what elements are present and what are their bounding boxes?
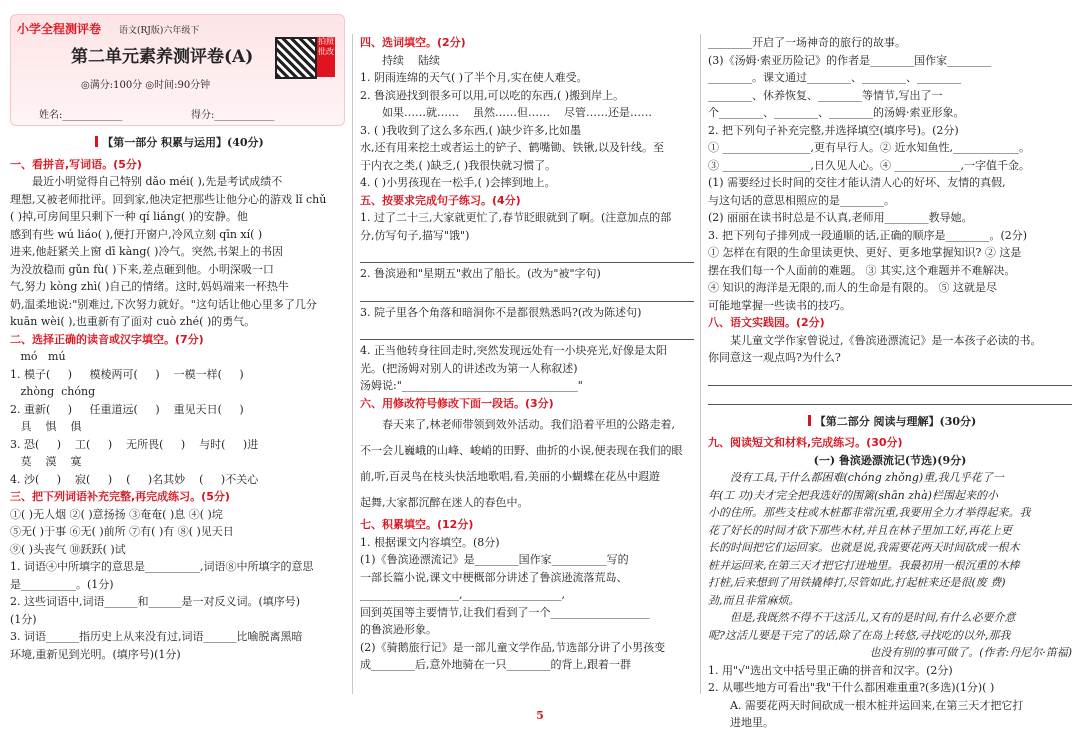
text-line: 回到英国等主要情节,让我们看到了一个__________________ [360,605,650,619]
section-title: 三、把下列词语补充完整,再完成练习。(5分) [10,490,230,503]
text-line: 感到有些 wú liáo( ),便打开窗户,冷风立刻 qīn xí( ) [10,227,263,241]
text-line: 春天来了,林老师带领到效外活动。我们沿着平坦的公路走着, [382,418,675,431]
text-line: ①( )无人烟 ②( )意扬扬 ③奄奄( )息 ④( )垸 [10,507,223,521]
text-line: ① 怎样在有限的生命里读更快、更好、更多地掌握知识? ② 这是 [708,246,1022,259]
text-line: 为没放稳而 gǔn fù( )下来,差点砸到他。小明深吸一口 [10,262,274,276]
part1-title: 【第一部分 积累与运用】(40分) [10,134,345,152]
text-line: 4. 沙( ) 寂( ) ( )名其妙 ( )不关心 [10,472,259,486]
text-line: 1. 根据课文内容填空。(8分) [360,535,500,549]
text-line: 进来,他赶紧关上窗 dī kàng( )冷气。突然,书架上的书因 [10,245,283,258]
text-line: 也没有别的事可做了。(作者:丹尼尔·笛福) [869,646,1072,659]
text-line: 4. ( )小男孩现在一松手,( )会摔到地上。 [360,176,556,189]
text-line: 长的时间把它们运回家。也就是说,我需要花两天时间砍成一根木 [708,541,1020,554]
text-line: 没有工具,干什么都困难(chóng zhǒng)重,我几乎花了一 [730,471,1004,484]
text-line: 汤姆说:"________________________________" [360,379,583,392]
text-line: 2. 重新( ) 任重道远( ) 重见天日( ) [10,402,244,416]
text-line: (1)《鲁滨逊漂流记》是________国作家__________写的 [360,553,629,566]
text-line: 气,努力 kòng zhì( )自己的情绪。这时,妈妈端来一杯热牛 [10,280,289,293]
text-line: zhòng chóng [10,385,96,398]
text-line: 你同意这一观点吗?为什么? [708,351,841,364]
text-line: 2. 鲁滨逊找到很多可以用,可以吃的东西,( )搬到岸上。 [360,88,625,102]
text-line: 2. 从哪些地方可看出"我"干什么都困难重重?(多选)(1分)( ) [708,681,995,694]
answer-line[interactable] [360,323,694,340]
text-line: 奶,温柔地说:"别难过,下次努力就好。"这句话让他心里多了几分 [10,297,317,311]
text-line: 1. 词语④中所填字的意思是__________,词语⑧中所填字的意思 [10,560,314,573]
answer-line[interactable] [708,369,1072,386]
text-line: 1. 过了二十三,大家就更忙了,春节眨眼就到了啊。(注意加点的部 [360,211,672,224]
exam-header [10,14,345,126]
text-line: (2)《骑鹅旅行记》是一部儿童文学作品,节选部分讲了小男孩变 [360,640,666,654]
text-line: (1) 需要经过长时间的交往才能认清人心的好坏、友情的真假, [708,176,1006,189]
section-title: 五、按要求完成句子练习。(4分) [360,193,521,207]
section-title: 九、阅读短文和材料,完成练习。(30分) [708,436,903,449]
text-line: ⑨( )头丧气 ⑩跃跃( )试 [10,542,126,556]
text-line: 水,还有用来挖土或者运土的铲子、鹤嘴锄、铁锹,以及针线。至 [360,141,664,154]
section-title: 七、积累填空。(12分) [360,518,474,531]
text-line: 劲,而且非常麻烦。 [708,593,800,607]
text-line: (1分) [10,612,37,626]
text-line: ________。课文通过________、________、________ [708,71,961,84]
page-title: 第二单元素养测评卷(A) [71,47,254,67]
text-line: 2. 把下列句子补充完整,并选择填空(填序号)。(2分) [708,123,959,137]
title-bar-icon [95,136,98,147]
name-field[interactable]: 姓名:____________ [39,110,123,121]
text-line: (2) 丽丽在读书时总是不认真,老师用________教导她。 [708,211,973,224]
column-divider [700,34,701,694]
text-line: 进地里。 [730,716,774,729]
text-line: 1. 模子( ) 模棱两可( ) 一模一样( ) [10,367,244,381]
exam-meta: ◎满分:100分 ◎时间:90分钟 [81,80,211,91]
text-line: 可能地掌握一些读书的技巧。 [708,298,851,312]
text-line: 3. 词语______指历史上从来没有过,词语______比喻脱离黑暗 [10,630,303,643]
page-number: 5 [536,709,544,722]
text-line: 摆在我们每一个人面前的难题。 ③ 其实,这个难题并不难解决。 [708,263,1016,277]
score-field[interactable]: 得分:____________ [191,110,275,121]
right-column [708,34,1072,746]
text-line: ________、休养恢复、________等情节,写出了一 [708,88,943,102]
middle-column [360,34,694,746]
qr-code-icon [275,37,317,79]
text-line: __________________,__________________, [360,588,565,601]
text-line: 3. 恐( ) 工( ) 无所畏( ) 与时( )进 [10,437,259,451]
text-line: 成________后,意外地骑在一只________的背上,跟着一群 [360,658,631,671]
text-line: 3. ( )我收到了这么多东西,( )缺少许多,比如墨 [360,123,582,137]
text-line: 3. 把下列句子排列成一段通顺的话,正确的顺序是________。(2分) [708,228,1028,242]
subject-label: 语文(RJ版)六年级下 [119,26,200,36]
text-line: 打桩,后来想到了用铁撬棒打,尽管如此,打起桩来还是很(废 费) [708,576,1006,589]
section-title: 八、语文实践园。(2分) [708,316,825,329]
text-line: 桩并运回来,在第三天才把它打进地里。我最初用一根沉重的木棒 [708,558,1020,572]
text-line: ③ ________________,日久见人心。④ ____________,一字值千金。 [708,158,1030,172]
text-line: 起舞,大家都沉醉在迷人的春色中。 [360,496,529,509]
text-line: 某儿童文学作家曾说过,《鲁滨逊漂流记》是一本孩子必读的书。 [730,333,1042,347]
section-title: 二、选择正确的读音或汉字填空。(7分) [10,332,204,346]
text-line: 理想,又被老师批评。回到家,他决定把那些让他分心的游戏 lǐ chǔ [10,192,327,206]
text-line: mó mú [10,350,66,363]
title-bar-icon [808,415,811,426]
text-line: 的鲁滨逊形象。 [360,623,437,636]
text-line: 环境,重新见到光明。(填序号)(1分) [10,647,181,661]
text-line: 呢?这活儿要是干完了的话,除了在岛上转悠,寻找吃的以外,那我 [708,628,1011,642]
text-line: 1. 阴雨连绵的天气( )了半个月,实在使人难受。 [360,71,588,84]
text-line: 光。(把汤姆对别人的讲述改为第一人称叙述) [360,361,578,375]
text-line: kuān wèi( ),也重新有了面对 cuò zhé( )的勇气。 [10,315,256,328]
text-line: 年(工 功)夫才完全把我选好的围篱(shān zhà)栏围起来的小 [708,488,998,502]
column-divider [352,34,353,694]
text-line: ________开启了一场神奇的旅行的故事。 [708,36,906,49]
passage-title: (一) 鲁滨逊漂流记(节选)(9分) [813,453,967,467]
answer-line[interactable] [708,388,1072,405]
text-line: 莫 漠 寞 [10,455,82,468]
section-title: 一、看拼音,写词语。(5分) [10,157,142,171]
text-line: 与这句话的意思相照应的是________。 [708,193,895,207]
text-line: 一部长篇小说,课文中梗概部分讲述了鲁滨逊流落荒岛、 [360,570,628,584]
answer-line[interactable] [360,246,694,263]
text-line: 4. 正当他转身往回走时,突然发现远处有一小块亮光,好像是太阳 [360,344,667,357]
text-line: 2. 鲁滨逊和"星期五"救出了船长。(改为"被"字句) [360,267,601,280]
text-line: ⑤无( )于事 ⑥无( )前所 ⑦有( )有 ⑧( )见天日 [10,525,234,538]
text-line: 是__________。(1分) [10,577,114,591]
text-line: 2. 这些词语中,词语______和______是一对反义词。(填序号) [10,595,301,608]
text-line: 1. 用"√"选出文中括号里正确的拼音和汉字。(2分) [708,663,953,677]
brand-logo: 小学全程测评卷 [17,22,102,36]
section-title: 六、用修改符号修改下面一段话。(3分) [360,396,554,410]
text-line: 不一会儿巍峨的山峰、峻峭的田野、曲折的小误,便表现在我们的眼 [360,444,683,457]
word-bank: 如果……就…… 虽然……但…… 尽管……还是…… [382,106,652,119]
part2-title: 【第二部分 阅读与理解】(30分) [708,413,1072,431]
text-line: 前,听,百灵鸟在枝头快活地歌唱,看,美丽的小蝴蝶在花丛中遐遊 [360,470,660,483]
text-line: ( )掉,可房间里只剩下一种 qí liáng( )的安静。他 [10,210,248,223]
word-bank: 持续 陆续 [382,53,440,67]
text-line: 花了好长的时间才砍下那些木材,并且在林子里加工好,再花上更 [708,523,1012,537]
text-line: 小的住所。那些支柱或木桩都非常沉重,我要用全力才举得起来。我 [708,506,1031,519]
qr-tag: 拍照批改 [317,37,335,77]
left-column [10,0,345,712]
text-line: 分,仿写句子,描写"饿") [360,228,470,242]
text-line: 于内衣之类,( )缺乏,( )我很快就习惯了。 [360,158,557,172]
text-line: ④ 知识的海洋是无限的,而人的生命是有限的。 ⑤ 这就是尽 [708,281,997,294]
text-line: 但是,我既然不得不干这活儿,又有的是时间,有什么必要介意 [730,611,1016,624]
text-line: (3)《汤姆·索亚历险记》的作者是________国作家________ [708,53,992,67]
text-line: 3. 院子里各个角落和暗洞你不是都很熟悉吗?(改为陈述句) [360,305,642,319]
text-line: A. 需要花两天时间砍成一根木桩并运回来,在第三天才把它打 [730,698,1024,712]
text-line: 个________、________、________的汤姆·索亚形象。 [708,106,965,119]
text-line: 最近小明觉得自己特别 dǎo méi( ),先是考试成绩不 [32,175,283,188]
text-line: ① ________________,更有早行人。② 近水知鱼性,____________。 [708,141,1030,154]
answer-line[interactable] [360,285,694,302]
text-line: 具 惧 俱 [10,420,82,433]
section-title: 四、选词填空。(2分) [360,36,466,49]
